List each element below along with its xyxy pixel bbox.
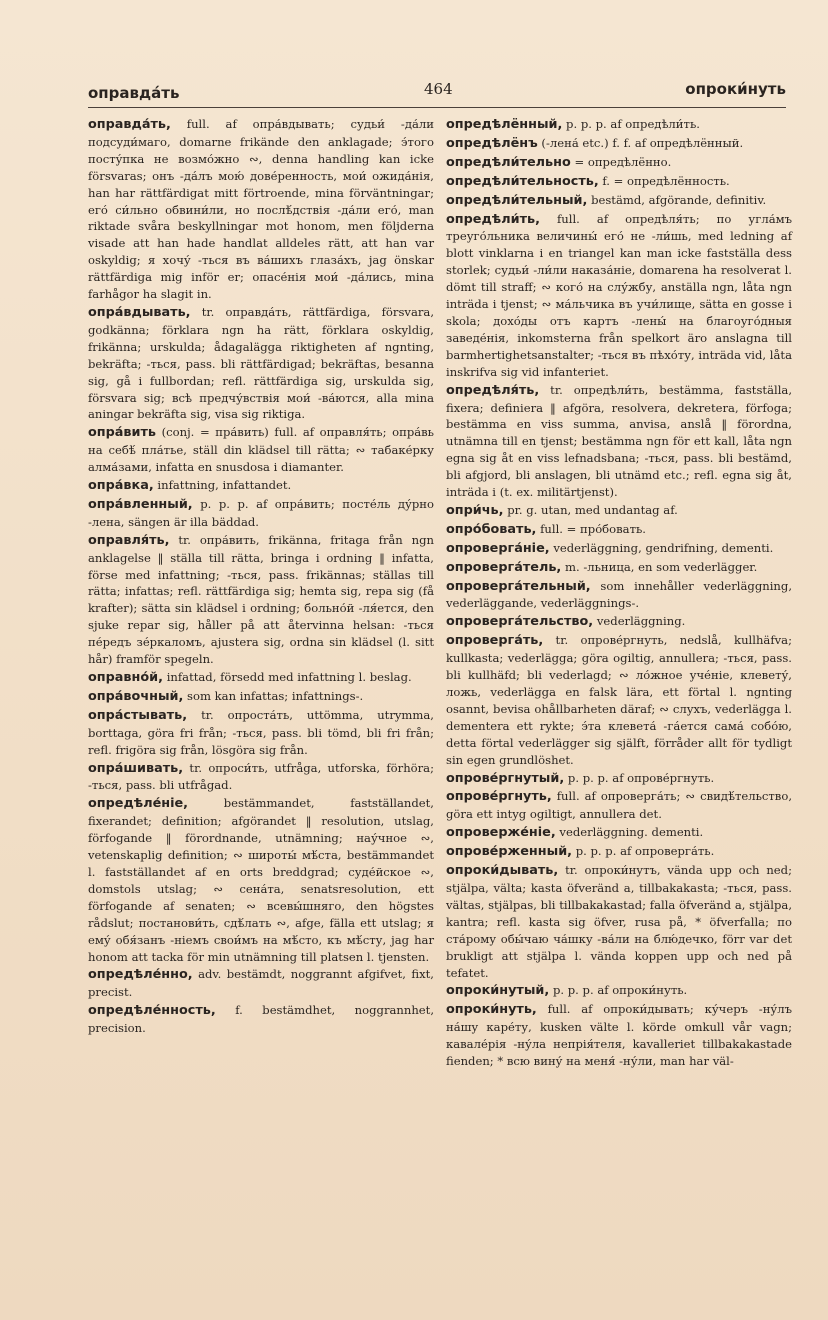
entry-definition: som innehåller vederläggning, vederläggande, vederläggnings-. (446, 578, 793, 611)
dictionary-entry (88, 1002, 434, 1037)
dictionary-entry (88, 688, 434, 706)
entry-headword: опредѣле́ніе, (88, 796, 189, 812)
entry-headword: оправля́ть, (88, 532, 170, 548)
entry-headword: опроверга́тель, (446, 559, 562, 575)
dictionary-entry (446, 613, 792, 631)
header-rule (88, 107, 786, 108)
dictionary-entry (446, 632, 792, 768)
dictionary-entry (88, 532, 434, 668)
entry-headword: опроверга́тельство, (446, 614, 594, 630)
entry-headword: оправда́ть, (88, 117, 171, 132)
entry-definition: p. p. p. af опра́вить; посте́ль ду́рно -лена, sängen är illa bäddad. (88, 496, 435, 529)
entry-headword: опри́чь, (446, 502, 504, 518)
dictionary-entry (88, 477, 434, 495)
right-column (446, 116, 792, 1071)
entry-definition: bestämd, afgörande, definitiv. (591, 192, 767, 207)
dictionary-entry (446, 502, 792, 520)
entry-definition: pr. g. utan, med undantag af. (507, 502, 678, 517)
dictionary-entry (446, 1001, 792, 1070)
entry-headword: опра́стывать, (88, 707, 188, 723)
dictionary-entry (446, 540, 792, 558)
entry-headword: опредѣля́ть, (446, 382, 540, 398)
dictionary-entry (88, 707, 434, 759)
entry-headword: опредѣли́тельно (446, 154, 571, 170)
dictionary-entry (88, 424, 434, 476)
entry-headword: опроки́нуть, (446, 1002, 537, 1018)
entry-definition: tr. опроки́нутъ, vända upp och ned; stjälpa, välta; kasta öfveränd a, tillbakakasta; -ться, pass. vältas, stjälpas, bli tillbakakastad; falla öfveränd a, stjälpa, kantra; refl. kasta sig öfver, rusa på, * öfverfalla; по ста́рому обы́чаю ча́шку -ва́ли на блю́дечко, förr var det brukligt att stjälpa l. vända koppen upp och ned på tefatet. (446, 863, 792, 980)
dictionary-entry (446, 382, 792, 501)
dictionary-entry (446, 173, 792, 191)
dictionary-entry (446, 788, 792, 823)
entry-headword: опрове́ргнутый, (446, 770, 565, 786)
entry-definition: tr. опроста́ть, uttömma, utrymma, borttaga, göra fri från; -ться, pass. bli tömd, bli fri från; refl. frigöra sig från, lösgöra sig från. (88, 707, 434, 757)
dictionary-entry (446, 770, 792, 788)
dictionary-entry (446, 824, 792, 842)
dictionary-entry (88, 966, 434, 1001)
entry-headword: опредѣле́нно, (88, 967, 193, 983)
entry-definition: full. af опроки́дывать; ку́черъ -ну́лъ на́шу каре́ту, kusken välte l. körde omkull vår vagn; кавале́рія -ну́ла непрія́теля, kavalleriet tillbakakastade fienden; * всю вину́ на меня́ -ну́ли, man har väl- (446, 1002, 792, 1069)
entry-definition: infattning, infattandet. (157, 478, 292, 493)
entry-definition: f. = опредѣлённость. (602, 173, 730, 188)
entry-headword: опредѣлённый, (446, 117, 563, 132)
entry-headword: оправно́й, (88, 670, 163, 685)
right-guide-word: опроки́нуть (685, 80, 786, 98)
entry-definition: f. bestämdhet, noggrannhet, precision. (88, 1003, 434, 1036)
dictionary-entry (446, 135, 792, 153)
dictionary-entry (446, 116, 792, 134)
entry-headword: опредѣли́ть, (446, 211, 540, 227)
dictionary-entry (446, 154, 792, 172)
entry-headword: опрове́ргнуть, (446, 789, 552, 805)
entry-definition: p. p. p. af опрове́ргнуть. (567, 770, 715, 785)
entry-headword: опра́вдывать, (88, 304, 191, 320)
entry-headword: опрове́рженный, (446, 844, 573, 860)
dictionary-entry (446, 578, 792, 613)
dictionary-entry (446, 862, 792, 981)
dictionary-entry (446, 982, 792, 1000)
page-header (88, 78, 786, 108)
dictionary-entry (446, 559, 792, 577)
dictionary-entry (88, 669, 434, 687)
entry-headword: опроверга́тельный, (446, 578, 591, 594)
entry-headword: опра́вочный, (88, 688, 184, 704)
entry-definition: tr. оправда́ть, rättfärdiga, försvara, godkänna; förklara ngn ha rätt, förklara oskyldig, frikänna; urskulda; ådagalägga riktigheten af ngnting, bekräfta; -ться, pass. bli rättfärdigad; bekräftas, besanna sig, gå i fullbordan; refl. rättfärdiga sig, urskulda sig, försvara sig; всѣ предчу́вствія мои́ -ва́ются, alla mina aningar bekräfta sig, visa sig riktiga. (88, 304, 435, 422)
entry-definition: tr. опроси́ть, utfråga, utforska, förhöra; -ться, pass. bli utfrågad. (88, 760, 434, 793)
dictionary-entry (88, 760, 434, 795)
entry-definition: p. p. p. af опредѣли́ть. (566, 117, 700, 131)
entry-headword: опра́вка, (88, 478, 154, 494)
dictionary-entry (446, 192, 792, 210)
left-guide-word: оправда́ть (88, 84, 180, 102)
entry-definition: p. p. p. af опроки́нуть. (552, 983, 688, 998)
dictionary-entry (88, 304, 434, 423)
entry-headword: опра́вленный, (88, 496, 193, 512)
entry-headword: опра́вить (88, 425, 157, 441)
dictionary-entry (88, 795, 434, 965)
entry-definition: = опредѣлённо. (574, 154, 672, 169)
entry-definition: tr. опрове́ргнуть, nedslå, kullhäfva; kullkasta; vederlägga; göra ogiltig, annullera; -ться, pass. bli kullhäfd; bli vederlagd; ∾ ло́жное уче́ніе, клевету́, ложь, vederlägga en falsk lära, ett förtal l. ngnting osannt, bevisa ohållbarheten däraf; ∾ слухъ, vederlägga l. dementera ett rykte; э́та клевета́ -га́ется сама́ собо́ю, detta förtal vederlägger sig själft, förråder allt för tydligt sin egen grundlöshet. (446, 633, 793, 767)
entry-headword: опроки́нутый, (446, 983, 550, 999)
entry-definition: tr. опредѣли́ть, bestämma, fastställa, fixera; definiera ‖ afgöra, resolvera, dekretera, förfoga; bestämma en viss summa, anvisa, anslå ‖ förordna, utnämna till en tjenst; bestämma ngn för ett kall, låta ngn egna sig åt en viss lefnadsbana; -ться, pass. bli bestämd, bli afgjord, bli anslagen, bli utnämd etc.; refl. egna sig åt, inträda i (t. ex. militärtjenst). (446, 382, 793, 500)
entry-definition: vederläggning, gendrifning, dementi. (553, 540, 774, 555)
entry-definition: m. -льница, en som vederlägger. (564, 559, 758, 574)
dictionary-entry (446, 843, 792, 861)
entry-definition: full. af опроверга́ть; ∾ свидѣ́тельство, göra ett intyg ogiltigt, annullera det. (446, 789, 792, 822)
entry-headword: опредѣле́нность, (88, 1003, 216, 1019)
dictionary-entry (88, 116, 434, 303)
entry-headword: опредѣли́тельность, (446, 173, 599, 189)
left-column (88, 116, 434, 1038)
entry-headword: опредѣлёнъ (446, 135, 538, 151)
entry-definition: adv. bestämdt, noggrannt afgifvet, fixt, precist. (88, 967, 434, 1000)
entry-definition: som kan infattas; infattnings-. (187, 688, 364, 703)
entry-definition: full. af опра́вдывать; судьи́ -да́ли подсуди́маго, domarne frikände den anklagade; э́того посту́пка не возмо́жно ∾, denna handling kan icke försvaras; онъ -да́лъ мою́ дове́ренность, мои́ ожида́нія, han har rättfärdigat mitt förtroende, mina förväntningar; его́ си́льно обвини́ли, но послѣ́дствія -да́ли его́, man riktade svåra beskyllningar mot honom, men följderna visade att han hade handlat alldeles rätt, att han var oskyldig; я хочу́ -ться въ ва́шихъ глаза́хъ, jag önskar rättfärdiga mig inför er; опасе́нія мои́ -да́лись, mina farhågor ha slagit in. (88, 117, 434, 302)
entry-headword: опра́шивать, (88, 760, 184, 776)
dictionary-entry (446, 211, 792, 381)
entry-definition: bestämmandet, fastställandet, fixerandet; definition; afgörandet ‖ resolution, utslag, förfogande ‖ förordnande, utnämning; нау́чное ∾, vetenskaplig definition; ∾ широты́ мѣ́ста, bestämmandet l. fastställandet af en orts breddgrad; суде́йское ∾, domstols utslag; ∾ сена́та, senatsresolution, ett förfogande af senaten; ∾ всевы́шняго, den högstes rådslut; постанови́ть, сдѣ́лать ∾, afge, fälla ett utslag; я ему́ обя́занъ -ніемъ свои́мъ на мѣ́сто, къ мѣ́сту, jag har honom att tacka för min utnämning till platsen l. tjensten. (88, 796, 434, 964)
entry-definition: full. = про́бовать. (540, 521, 646, 536)
entry-definition: (-лена́ etc.) f. f. af опредѣлённый. (541, 135, 744, 150)
entry-definition: infattad, försedd med infattning l. beslag. (166, 670, 412, 684)
entry-definition: vederläggning. (596, 614, 686, 629)
dictionary-entry (446, 521, 792, 539)
entry-headword: опроверга́ть, (446, 633, 544, 649)
entry-definition: p. p. p. af опроверга́ть. (575, 844, 715, 859)
entry-headword: опредѣли́тельный, (446, 192, 588, 208)
page-number: 464 (424, 80, 453, 98)
entry-headword: опроверга́ніе, (446, 540, 550, 556)
entry-definition: tr. опра́вить, frikänna, fritaga från ngn anklagelse ‖ ställa till rätta, bringa i ordning ‖ infatta, förse med infattning; -ться, pass. frikännas; ställas till rätta; infattas; refl. rättfärdiga sig; hemta sig, repa sig (få krafter); sätta sin klädsel i ordning; больно́й -ля́ется, den sjuke repar sig, håller på att återvinna helsan: -ться пе́редъ зе́ркаломъ, ajustera sig, ordna sin klädsel (l. sitt hår) framför spegeln. (88, 532, 434, 667)
dictionary-entry (88, 496, 434, 531)
entry-headword: опро́бовать, (446, 521, 537, 537)
entry-definition: full. af опредѣля́ть; по угла́мъ треуго́льника величины́ его́ не -ли́шь, med ledning af blott vinklarna i en triangel kan man icke fastställa dess storlek; судьи́ -ли́ли наказа́ніе, domarena ha resolverat l. dömt till straff; ∾ кого́ на слу́жбу, anställa ngn, låta ngn inträda i tjenst; ∾ ма́льчика въ учи́лище, sätta en gosse i skola; дохо́ды отъ картъ -лены́ на благоугóдныя заведе́нія, inkomsterna från spelkort äro anslagna till barmhertighetsanstalter; -ться въ пѣхо́ту, inträda vid, låta inskrifva sig vid infanteriet. (446, 211, 792, 379)
entry-definition: (conj. = пра́вить) full. af оправля́ть; опра́вь на себѣ́ пла́тье, ställ din klädsel till rätta; ∾ табаке́рку алма́зами, infatta en snusdosa i diamanter. (88, 425, 434, 475)
entry-definition: vederläggning. dementi. (559, 825, 704, 840)
entry-headword: опроки́дывать, (446, 863, 559, 879)
entry-headword: опроверже́ніе, (446, 825, 556, 841)
